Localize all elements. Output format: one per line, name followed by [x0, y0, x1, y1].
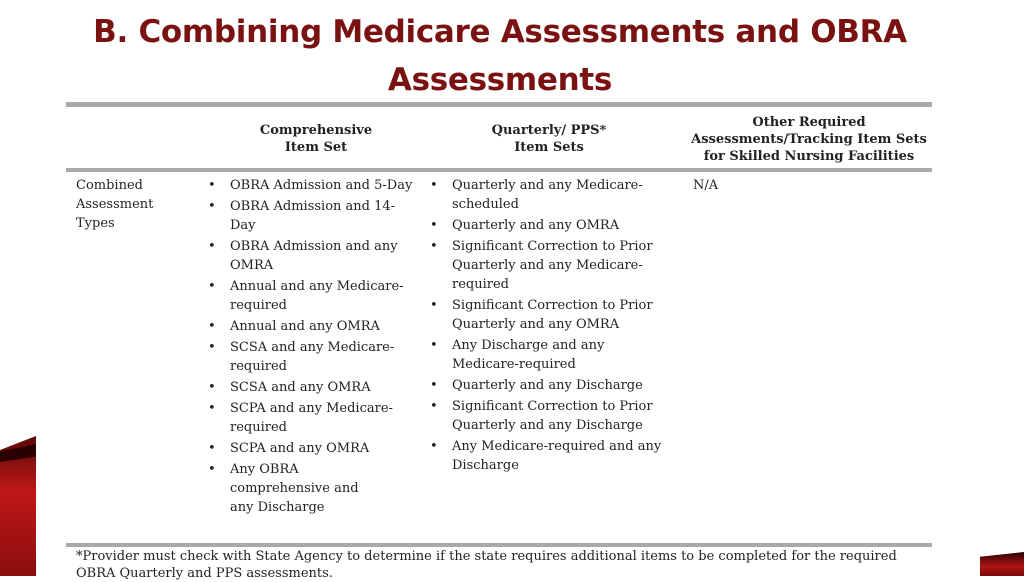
- header-other-line2: Assessments/Tracking Item Sets: [691, 131, 927, 147]
- header-quarterly: [444, 112, 654, 166]
- header-quarterly-line1: Quarterly/ PPS*: [491, 123, 607, 138]
- list-item: • Quarterly and any Medicare-scheduled: [428, 176, 647, 214]
- list-item: • Annual and any OMRA: [206, 317, 416, 336]
- comprehensive-list: [206, 176, 416, 519]
- list-item: • Any OBRA comprehensive and any Discharge: [206, 460, 380, 517]
- list-item: • Any Discharge and any Medicare-required: [428, 336, 632, 374]
- slide-title: B. Combining Medicare Assessments and OBRA Assessments: [93, 14, 907, 98]
- row-label: [76, 176, 186, 233]
- list-item: • SCSA and any Medicare-required: [206, 338, 416, 376]
- footnote: *Provider must check with State Agency to determine if the state requires additional items to be completed for the required OBRA Quarterly and PPS assessments.: [76, 549, 897, 581]
- list-item: • Any Medicare-required and any Discharge: [428, 437, 668, 475]
- assessment-table: [66, 102, 932, 581]
- other-required-value: N/A: [693, 178, 719, 193]
- list-item: • Quarterly and any OMRA: [428, 216, 668, 235]
- list-item: • Significant Correction to Prior Quarterly and any Medicare-required: [428, 237, 667, 294]
- row-label-line2: Assessment: [76, 197, 154, 212]
- list-item: • SCPA and any Medicare-required: [206, 399, 416, 437]
- list-item: • OBRA Admission and 14-Day: [206, 197, 416, 235]
- list-item: • SCSA and any OMRA: [206, 378, 416, 397]
- header-other-line1: Other Required: [752, 114, 866, 130]
- header-comprehensive: [216, 112, 416, 166]
- header-other-required: [686, 112, 932, 166]
- list-item: • Significant Correction to Prior Quarterly and any Discharge: [428, 397, 667, 435]
- decorative-red-swoosh-right: [980, 552, 1024, 576]
- quarterly-list: [428, 176, 668, 477]
- list-item: • Quarterly and any Discharge: [428, 376, 668, 395]
- header-quarterly-line2: Item Sets: [514, 140, 584, 155]
- header-comprehensive-line2: Item Set: [284, 140, 348, 155]
- list-item: • Annual and any Medicare-required: [206, 277, 416, 315]
- row-label-line3: Types: [76, 216, 115, 231]
- table-top-rule: [66, 102, 932, 107]
- header-other-line3: for Skilled Nursing Facilities: [703, 148, 915, 164]
- list-item: • OBRA Admission and any OMRA: [206, 237, 416, 275]
- list-item: • Significant Correction to Prior Quarterly and any OMRA: [428, 296, 667, 334]
- list-item: • SCPA and any OMRA: [206, 439, 416, 458]
- row-label-line1: Combined: [76, 178, 143, 193]
- table-bottom-rule: [66, 543, 932, 547]
- list-item: • OBRA Admission and 5-Day: [206, 176, 416, 195]
- table-header-rule: [66, 168, 932, 172]
- header-comprehensive-line1: Comprehensive: [259, 123, 373, 138]
